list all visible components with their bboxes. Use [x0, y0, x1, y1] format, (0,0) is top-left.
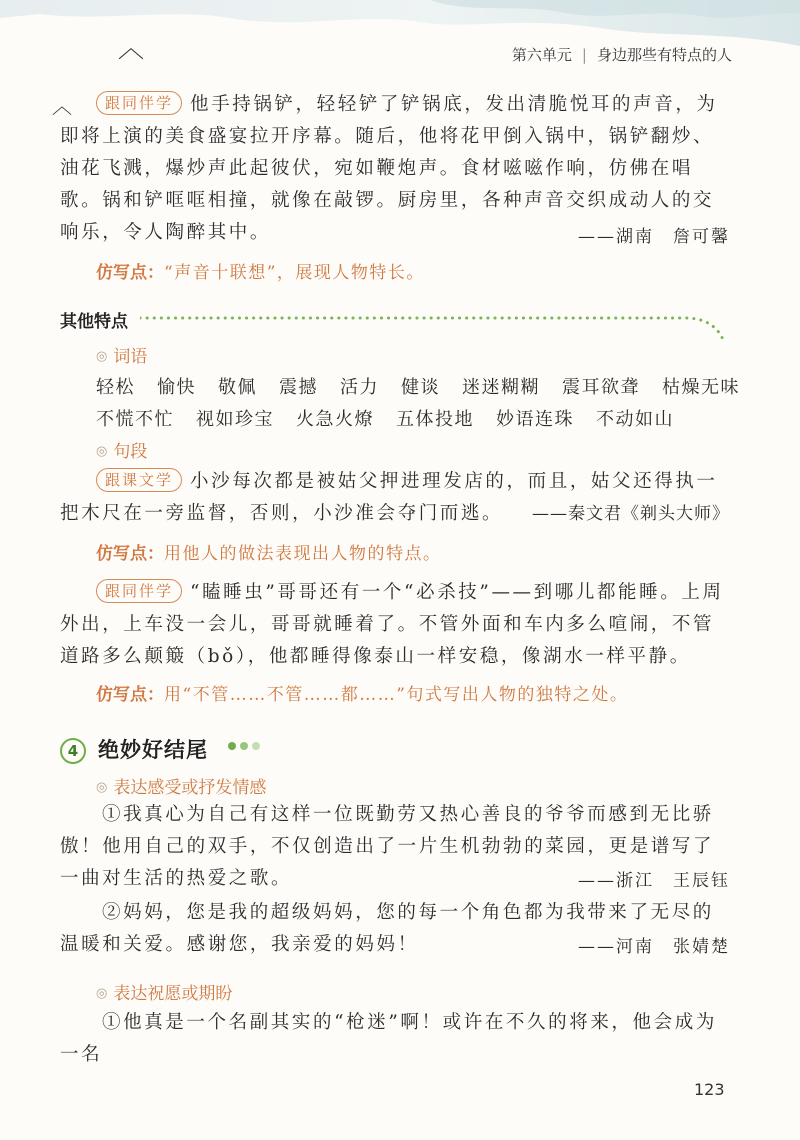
circle-icon: ◎	[96, 349, 108, 364]
vocab-word: 不动如山	[596, 409, 674, 430]
example-text: 他手持锅铲，轻轻铲了铲锅底，发出清脆悦耳的声音，为即将上演的美食盛宴拉开序幕。随后，他将花甲倒入锅中，锅铲翻炒、油花飞溅，爆炒声此起彼伏，宛如鞭炮声。食材嗞嗞作响，仿佛在唱歌。锅和铲哐哐相撞，就像在敲锣。厨房里，各种声音交织成动人的交响乐，令人陶醉其中。	[60, 94, 718, 243]
example-peer-2	[60, 577, 730, 673]
circle-icon: ◎	[96, 986, 108, 1001]
vocab-word: 枯燥无味	[662, 377, 740, 398]
tip-text: “声音十联想”，展现人物特长。	[164, 263, 425, 283]
example-text: ①我真心为自己有这样一位既勤劳又热心善良的爷爷而感到无比骄傲！他用自己的双手，不仅创造出了一片生机勃勃的菜园，更是谱写了一曲对生活的热爱之歌。	[60, 804, 715, 889]
example-text: “瞌睡虫”哥哥还有一个“必杀技”——到哪儿都能睡。上周外出，上车没一会儿，哥哥就睡着了。不管外面和车内多么喧闹，不管道路多么颠簸（bǒ），他都睡得像泰山一样安稳，像湖水一样平静。	[60, 582, 724, 667]
page-number: 123	[694, 1080, 725, 1099]
vocab-word: 健谈	[401, 377, 440, 398]
example-textbook	[60, 466, 730, 530]
section-number-badge: 4	[60, 738, 86, 764]
circle-icon: ◎	[96, 444, 108, 459]
example-text: 小沙每次都是被姑父押进理发店的，而且，姑父还得执一把木尺在一旁监督，否则，小沙准会夺门而逃。	[60, 471, 718, 524]
writing-tip	[96, 680, 628, 705]
sentence-heading: ◎ 句段	[96, 442, 148, 462]
example-text: ②妈妈，您是我的超级妈妈，您的每一个角色都为我带来了无尽的温暖和关爱。感谢您，我亲爱的妈妈！	[60, 902, 714, 955]
author-credit: ——河南 张婧楚	[578, 937, 730, 957]
header-separator: |	[581, 46, 587, 64]
writing-tip	[96, 258, 425, 283]
author-credit: ——浙江 王辰钰	[578, 871, 730, 891]
tag-peer: 跟同伴学	[96, 579, 182, 603]
vocab-word: 活力	[340, 377, 379, 398]
writing-tip	[96, 539, 442, 564]
bird-icon: ︿	[118, 34, 145, 64]
vocab-word: 迷迷糊糊	[462, 377, 540, 398]
vocab-row	[96, 405, 696, 431]
unit-header	[512, 44, 732, 65]
circle-icon: ◎	[96, 780, 108, 795]
unit-topic: 身边那些有特点的人	[596, 46, 732, 64]
vocab-word: 视如珍宝	[196, 409, 274, 430]
tip-label: 仿写点：	[96, 544, 164, 564]
tag-textbook: 跟课文学	[96, 468, 182, 492]
section-title-other: 其他特点	[60, 312, 128, 332]
vocab-word: 震耳欲聋	[562, 377, 640, 398]
ending-heading-feelings: ◎ 表达感受或抒发情感	[96, 778, 267, 798]
tip-label: 仿写点：	[96, 685, 164, 705]
vocab-heading: ◎ 词语	[96, 347, 148, 367]
unit-label: 第六单元	[511, 46, 572, 64]
vocab-row	[96, 373, 762, 399]
bird-icon: ︿	[52, 94, 72, 118]
vocab-word: 不慌不忙	[96, 409, 174, 430]
author-credit: ——湖南 詹可馨	[578, 227, 730, 247]
tag-peer: 跟同伴学	[96, 91, 182, 115]
author-credit: ——秦文君《剃头大师》	[532, 504, 730, 524]
tip-text: 用他人的做法表现出人物的特点。	[164, 544, 442, 564]
section-title-ending: 绝妙好结尾	[98, 738, 208, 762]
tip-label: 仿写点：	[96, 263, 164, 283]
tip-text: 用“不管……不管……都……”句式写出人物的独特之处。	[164, 685, 629, 705]
vocab-word: 妙语连珠	[496, 409, 574, 430]
example-text: ①他真是一个名副其实的“枪迷”啊！或许在不久的将来，他会成为一名	[60, 1012, 717, 1065]
vocab-word: 愉快	[157, 377, 196, 398]
vocab-word: 五体投地	[396, 409, 474, 430]
ending-example-3	[60, 1007, 730, 1071]
dotted-divider	[140, 312, 740, 352]
vocab-word: 震撼	[279, 377, 318, 398]
vocab-word: 轻松	[96, 377, 135, 398]
vocab-word: 敬佩	[218, 377, 257, 398]
ending-heading-wishes: ◎ 表达祝愿或期盼	[96, 984, 233, 1004]
dots-decoration	[226, 740, 266, 752]
vocab-word: 火急火燎	[296, 409, 374, 430]
